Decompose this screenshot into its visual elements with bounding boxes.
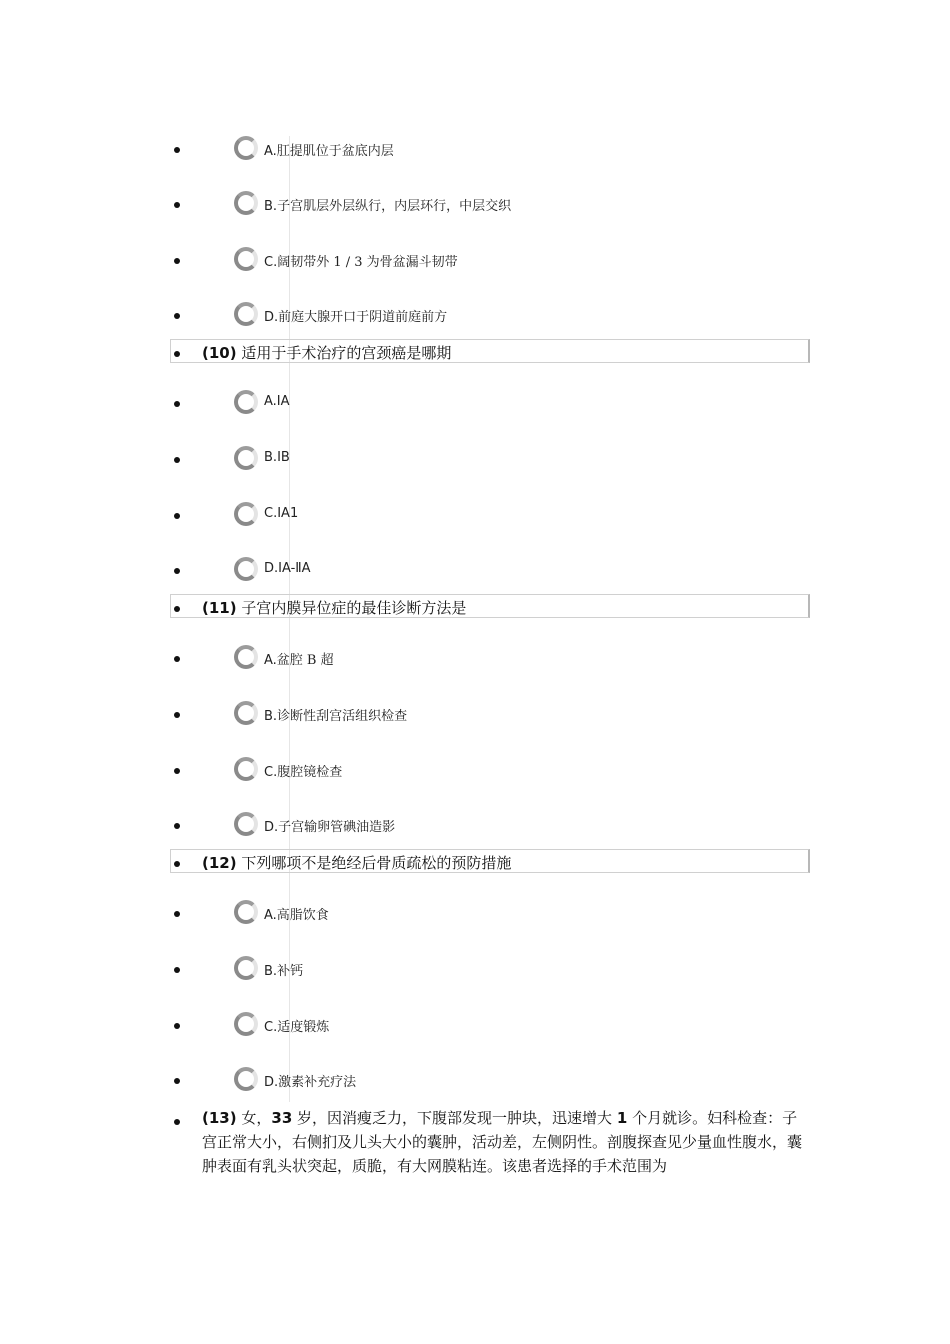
question-number: (11) xyxy=(202,599,237,617)
option-row-q10-a xyxy=(170,382,810,422)
question-stem-part: 岁，因消瘦乏力，下腹部发现一肿块，迅速增大 xyxy=(297,1109,613,1127)
option-text: 适度锻炼 xyxy=(277,1020,330,1035)
option-label xyxy=(264,816,395,835)
option-row-q11-d xyxy=(170,804,810,844)
bullet xyxy=(174,457,180,463)
option-letter: C. xyxy=(264,765,278,780)
bullet xyxy=(174,147,180,153)
option-letter: B. xyxy=(264,450,278,465)
option-letter: A. xyxy=(264,653,277,668)
option-row-q12-c xyxy=(170,1004,810,1044)
option-text: 激素补充疗法 xyxy=(278,1075,357,1090)
bullet xyxy=(174,1119,180,1125)
bullet xyxy=(174,861,180,867)
option-row-q10-d xyxy=(170,549,810,589)
radio-button-q9-a[interactable] xyxy=(234,136,258,160)
option-label xyxy=(264,506,298,521)
option-row-q12-d xyxy=(170,1059,810,1099)
bullet xyxy=(174,351,180,357)
question-stem-part: 个月就诊。妇科检查：子宫正常大小，右侧扪及儿头大小的囊肿，活动差，左侧阴性。剖腹探查见少量血性腹水，囊肿表面有乳头状突起，质脆，有大网膜粘连。该患者选择的手术范围为 xyxy=(202,1109,803,1175)
option-letter: D. xyxy=(264,1075,279,1090)
option-text: 前庭大腺开口于阴道前庭前方 xyxy=(278,310,448,325)
radio-button-q10-a[interactable] xyxy=(234,390,258,414)
option-row-q10-c xyxy=(170,494,810,534)
option-text: 肛提肌位于盆底内层 xyxy=(276,144,394,159)
option-label xyxy=(264,1016,329,1035)
option-row-q9-c xyxy=(170,239,810,279)
bullet xyxy=(174,202,180,208)
radio-button-q9-c[interactable] xyxy=(234,247,258,271)
radio-button-q12-b[interactable] xyxy=(234,956,258,980)
option-row-q12-b xyxy=(170,948,810,988)
bullet xyxy=(174,768,180,774)
radio-button-q12-c[interactable] xyxy=(234,1012,258,1036)
option-label xyxy=(264,140,394,159)
option-text: 盆腔 B 超 xyxy=(276,653,334,668)
option-text: 高脂饮食 xyxy=(276,908,329,923)
option-label xyxy=(264,761,342,780)
radio-button-q11-a[interactable] xyxy=(234,645,258,669)
radio-button-q9-b[interactable] xyxy=(234,191,258,215)
bullet xyxy=(174,656,180,662)
bullet xyxy=(174,823,180,829)
option-label xyxy=(264,904,329,923)
question-text xyxy=(202,852,511,873)
option-text: ⅠB xyxy=(277,450,290,465)
option-label xyxy=(264,561,311,576)
bullet xyxy=(174,606,180,612)
bullet xyxy=(174,313,180,319)
option-text: ⅠA-ⅡA xyxy=(278,561,311,576)
option-text: 腹腔镜检查 xyxy=(277,765,343,780)
option-letter: D. xyxy=(264,820,279,835)
bullet xyxy=(174,513,180,519)
question-11 xyxy=(170,594,810,618)
option-letter: C. xyxy=(264,1020,278,1035)
option-label xyxy=(264,195,511,214)
question-text xyxy=(202,342,451,363)
radio-button-q11-d[interactable] xyxy=(234,812,258,836)
option-label xyxy=(264,1071,356,1090)
option-label xyxy=(264,306,447,325)
question-number: (10) xyxy=(202,344,237,362)
option-row-q11-a xyxy=(170,637,810,677)
option-text: 子宫肌层外层纵行，内层环行，中层交织 xyxy=(277,199,512,214)
radio-button-q10-d[interactable] xyxy=(234,557,258,581)
question-12 xyxy=(170,849,810,873)
bullet xyxy=(174,1078,180,1084)
patient-age: 33 xyxy=(271,1109,293,1127)
radio-button-q11-c[interactable] xyxy=(234,757,258,781)
option-text: 补钙 xyxy=(277,964,304,979)
option-letter: B. xyxy=(264,964,278,979)
bullet xyxy=(174,1023,180,1029)
option-row-q10-b xyxy=(170,438,810,478)
option-row-q9-b xyxy=(170,183,810,223)
radio-button-q12-d[interactable] xyxy=(234,1067,258,1091)
bullet xyxy=(174,911,180,917)
question-stem: 子宫内膜异位症的最佳诊断方法是 xyxy=(241,599,467,617)
option-letter: B. xyxy=(264,709,278,724)
option-letter: B. xyxy=(264,199,278,214)
option-letter: D. xyxy=(264,561,279,576)
bullet xyxy=(174,258,180,264)
question-text xyxy=(202,597,466,618)
option-label xyxy=(264,705,407,724)
option-text: 子宫输卵管碘油造影 xyxy=(278,820,396,835)
bullet xyxy=(174,568,180,574)
option-row-q12-a xyxy=(170,892,810,932)
option-text: 阔韧带外 1 / 3 为骨盆漏斗韧带 xyxy=(277,255,458,270)
question-13 xyxy=(202,1106,812,1178)
question-stem: 下列哪项不是绝经后骨质疏松的预防措施 xyxy=(241,854,512,872)
option-letter: A. xyxy=(264,144,277,159)
option-letter: C. xyxy=(264,506,278,521)
option-letter: A. xyxy=(264,394,277,409)
radio-button-q10-c[interactable] xyxy=(234,502,258,526)
option-label xyxy=(264,450,290,465)
option-letter: A. xyxy=(264,908,277,923)
option-row-q9-d xyxy=(170,294,810,334)
radio-button-q10-b[interactable] xyxy=(234,446,258,470)
option-text: 诊断性刮宫活组织检查 xyxy=(277,709,408,724)
option-row-q11-c xyxy=(170,749,810,789)
option-letter: C. xyxy=(264,255,278,270)
option-label xyxy=(264,649,334,668)
duration-months: 1 xyxy=(616,1109,628,1127)
question-number: (13) xyxy=(202,1109,237,1127)
option-label xyxy=(264,960,303,979)
radio-button-q11-b[interactable] xyxy=(234,701,258,725)
option-text: ⅠA1 xyxy=(277,506,299,521)
option-row-q11-b xyxy=(170,693,810,733)
radio-button-q9-d[interactable] xyxy=(234,302,258,326)
bullet xyxy=(174,712,180,718)
question-stem-part: 女， xyxy=(241,1109,272,1127)
option-letter: D. xyxy=(264,310,279,325)
radio-button-q12-a[interactable] xyxy=(234,900,258,924)
question-number: (12) xyxy=(202,854,237,872)
option-text: ⅠA xyxy=(276,394,290,409)
question-10 xyxy=(170,339,810,363)
option-label xyxy=(264,251,458,270)
option-row-q9-a xyxy=(170,128,810,168)
question-stem: 适用于手术治疗的宫颈癌是哪期 xyxy=(241,344,452,362)
bullet xyxy=(174,401,180,407)
option-label xyxy=(264,394,290,409)
bullet xyxy=(174,967,180,973)
